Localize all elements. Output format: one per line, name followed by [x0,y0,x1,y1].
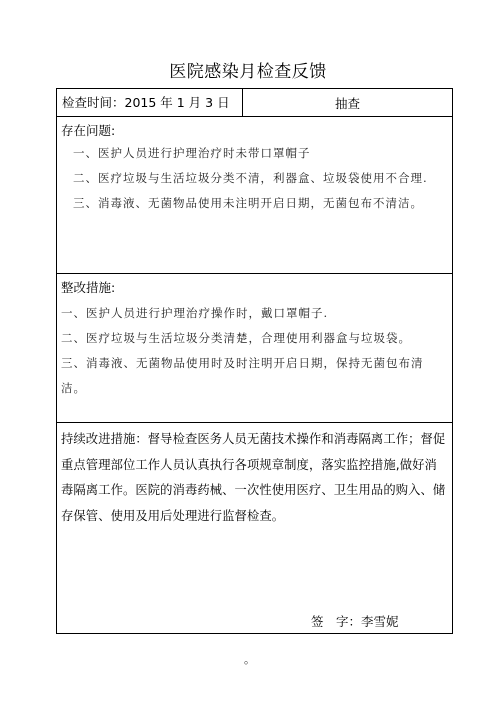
page-title: 医院感染月检查反馈 [169,62,327,82]
measures-section [57,274,453,423]
feedback-form-table [56,88,453,634]
problem-item: 一、医护人员进行护理治疗时未带口罩帽子 [73,146,311,160]
check-time-text: 检查时间：2015 年 1 月 3 日 [62,95,230,110]
measure-line: 一、医护人员进行护理治疗操作时，戴口罩帽子. [61,306,329,320]
check-time-cell [57,89,243,117]
header-row [57,89,453,117]
measures-label: 整改措施: [61,280,116,295]
measure-line: 二、医疗垃圾与生活垃圾分类清楚，合理使用利器盒与垃圾袋。 [61,331,411,345]
measure-item [61,301,452,401]
measures-row [57,274,453,423]
continuous-text: 持续改进措施：督导检查医务人员无菌技术操作和消毒隔离工作；督促重点管理部位工作人员认真执行各项规章制度，落实监控措施,做好消毒隔离工作。医院的消毒药械、一次性使用医疗、卫生用品的购入、储存保管、使用及用后处理进行监督检查。 [61,432,446,523]
signature: 签 字：李雪妮 [311,614,399,629]
problems-section [57,117,453,274]
continuous-section [57,423,453,634]
problems-label: 存在问题: [61,123,116,138]
problem-item: 二、医疗垃圾与生活垃圾分类不清，利器盒、垃圾袋使用不合理. [73,171,428,185]
measure-line: 三、消毒液、无菌物品使用时及时注明开启日期，保持无菌包布清洁。 [61,356,424,395]
check-type-cell [243,89,453,117]
problems-row [57,117,453,274]
footnote-mark: 。 [244,653,255,666]
check-type-text: 抽查 [334,96,360,111]
continuous-row [57,423,453,634]
problem-item: 三、消毒液、无菌物品使用未注明开启日期，无菌包布不清洁。 [73,196,423,210]
